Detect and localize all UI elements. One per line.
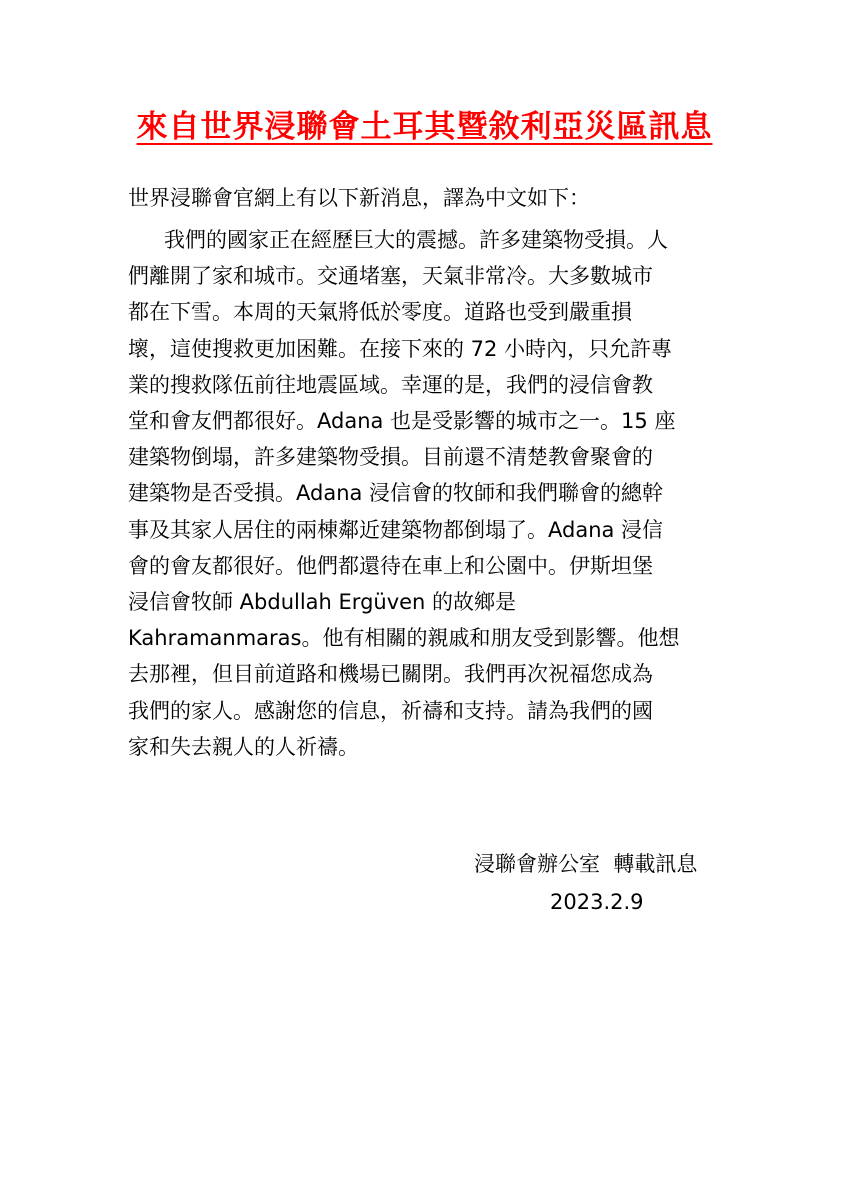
body-line: 浸信會牧師 Abdullah Ergüven 的故鄉是 xyxy=(128,590,517,615)
body-line: 我們的國家正在經歷巨大的震撼。許多建築物受損。人 xyxy=(164,228,668,252)
signature-text: 浸聯會辦公室 轉載訊息 xyxy=(474,852,698,876)
body-line: 建築物是否受損。Adana 浸信會的牧師和我們聯會的總幹 xyxy=(128,481,664,506)
body-line: 建築物倒塌，許多建築物受損。目前還不清楚教會聚會的 xyxy=(128,445,653,470)
date-text: 2023.2.9 xyxy=(550,890,644,914)
body-line: 事及其家人居住的兩棟鄰近建築物都倒塌了。Adana 浸信 xyxy=(128,517,664,542)
body-line: 會的會友都很好。他們都還待在車上和公園中。伊斯坦堡 xyxy=(128,553,653,578)
body-paragraph xyxy=(128,222,716,765)
intro-text: 世界浸聯會官網上有以下新消息，譯為中文如下： xyxy=(128,186,590,210)
body-line: 都在下雪。本周的天氣將低於零度。道路也受到嚴重損 xyxy=(128,300,632,325)
body-line: 我們的家人。感謝您的信息，祈禱和支持。請為我們的國 xyxy=(128,698,653,723)
body-line: 堂和會友們都很好。Adana 也是受影響的城市之一。15 座 xyxy=(128,409,676,434)
body-line: 去那裡，但目前道路和機場已關閉。我們再次祝福您成為 xyxy=(128,662,653,687)
body-line: 家和失去親人的人祈禱。 xyxy=(128,734,359,759)
body-line: Kahramanmaras。他有相關的親戚和朋友受到影響。他想 xyxy=(128,626,680,651)
body-line: 們離開了家和城市。交通堵塞，天氣非常冷。大多數城市 xyxy=(128,264,653,289)
document-title: 來自世界浸聯會土耳其暨敘利亞災區訊息 xyxy=(136,109,713,145)
body-line: 業的搜救隊伍前往地震區域。幸運的是，我們的浸信會教 xyxy=(128,372,653,397)
body-line: 壞，這使搜救更加困難。在接下來的 72 小時內，只允許專 xyxy=(128,336,673,361)
